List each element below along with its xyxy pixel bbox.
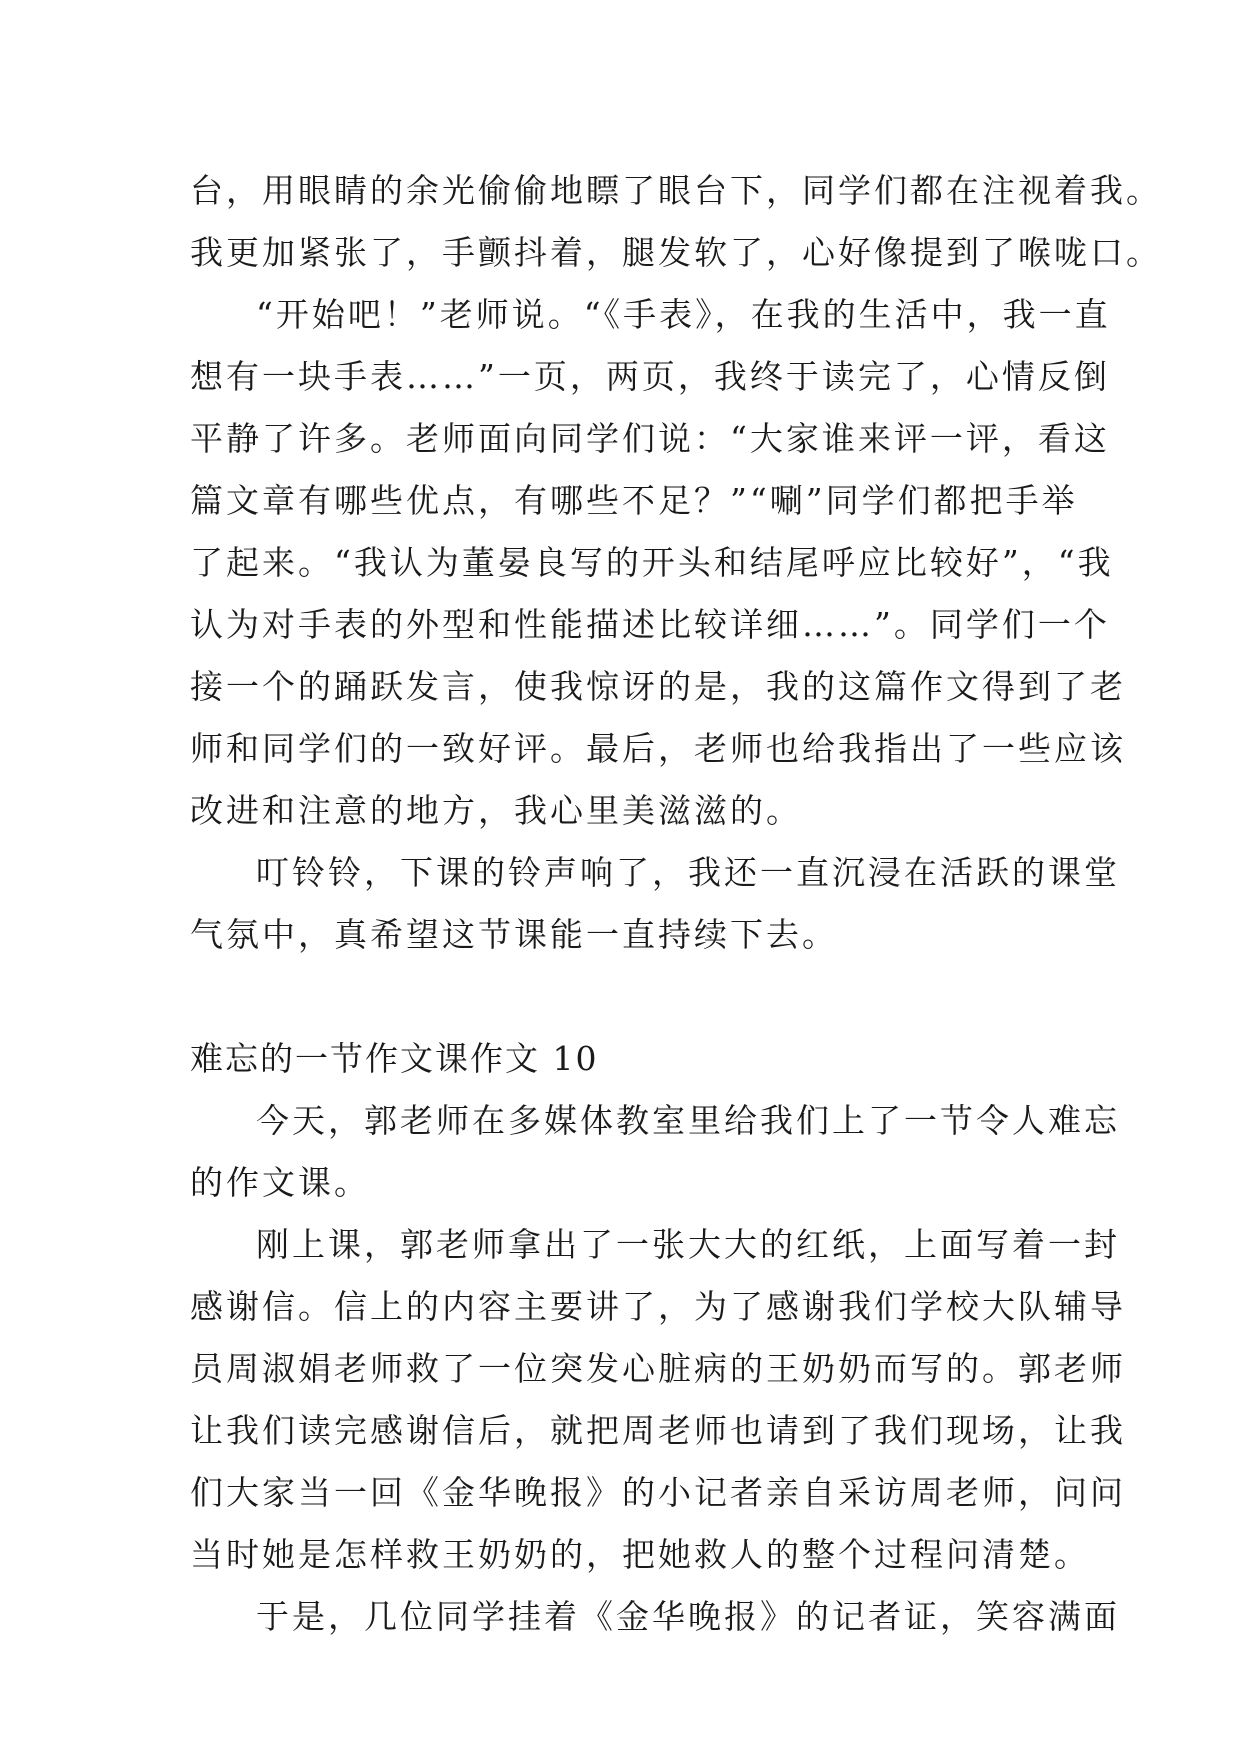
text-line: 平静了许多。老师面向同学们说：“大家谁来评一评，看这 [190,419,1110,458]
text-line: 员周淑娟老师救了一位突发心脏病的王奶奶而写的。郭老师 [190,1349,1126,1388]
section-heading: 难忘的一节作文课作文 10 [190,1039,599,1078]
text-line: 接一个的踊跃发言，使我惊讶的是，我的这篇作文得到了老 [190,667,1126,706]
paragraph-start-line: 刚上课，郭老师拿出了一张大大的红纸，上面写着一封 [256,1225,1120,1264]
text-line: 篇文章有哪些优点，有哪些不足？”“唰”同学们都把手举 [190,481,1078,520]
text-line: 我更加紧张了，手颤抖着，腿发软了，心好像提到了喉咙口。 [190,233,1162,272]
text-line: 气氛中，真希望这节课能一直持续下去。 [190,915,838,954]
text-line: 台，用眼睛的余光偷偷地瞟了眼台下，同学们都在注视着我。 [190,171,1162,210]
text-line: 改进和注意的地方，我心里美滋滋的。 [190,791,802,830]
text-line: 让我们读完感谢信后，就把周老师也请到了我们现场，让我 [190,1411,1126,1450]
text-line: 认为对手表的外型和性能描述比较详细……”。同学们一个 [190,605,1110,644]
text-line: 的作文课。 [190,1163,370,1202]
paragraph-start-line: 今天，郭老师在多媒体教室里给我们上了一节令人难忘 [256,1101,1120,1140]
text-line: 了起来。“我认为董晏良写的开头和结尾呼应比较好”，“我 [190,543,1114,582]
text-line: 师和同学们的一致好评。最后，老师也给我指出了一些应该 [190,729,1126,768]
paragraph-start-line: 叮铃铃，下课的铃声响了，我还一直沉浸在活跃的课堂 [256,853,1120,892]
text-line: 想有一块手表……”一页，两页，我终于读完了，心情反倒 [190,357,1110,396]
text-line: 们大家当一回《金华晚报》的小记者亲自采访周老师，问问 [190,1473,1126,1512]
section-spacer [190,966,1050,1028]
text-column [190,160,1162,1648]
paragraph-start-line: 于是，几位同学挂着《金华晚报》的记者证，笑容满面 [256,1597,1120,1636]
text-line: 当时她是怎样救王奶奶的，把她救人的整个过程问清楚。 [190,1535,1090,1574]
text-line: 感谢信。信上的内容主要讲了，为了感谢我们学校大队辅导 [190,1287,1126,1326]
paragraph-start-line: “开始吧！”老师说。“《手表》，在我的生活中，我一直 [256,295,1111,334]
